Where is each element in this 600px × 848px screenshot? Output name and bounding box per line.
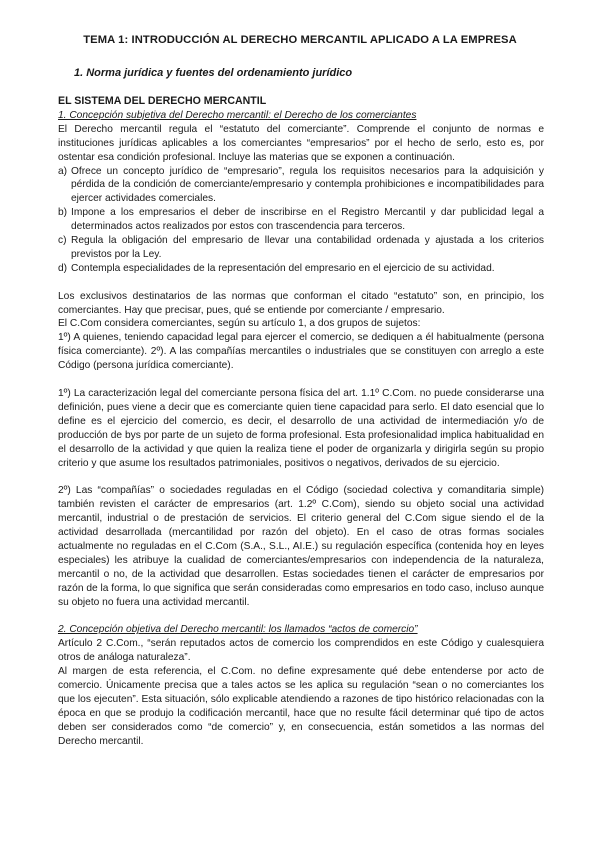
paragraph-grupos: 1º) A quienes, teniendo capacidad legal para ejercer el comercio, se dediquen a él habitualmente (persona física comerciante). 2º). A las compañías mercantiles o industriales que se constituyen con arreglo a este Código (persona jurídica comerciante). <box>58 332 544 372</box>
section-subtitle: 1. Norma jurídica y fuentes del ordenamiento jurídico <box>74 67 353 79</box>
spacer <box>58 609 544 623</box>
list-marker: b) <box>58 207 68 219</box>
subsection-heading-subjective: 1. Concepción subjetiva del Derecho mercantil: el Derecho de los comerciantes <box>58 109 417 121</box>
section-heading: EL SISTEMA DEL DERECHO MERCANTIL <box>58 95 267 107</box>
paragraph-persona-fisica: 1º) La caracterización legal del comerciante persona física del art. 1.1º C.Com. no puede considerarse una definición, pues viene a decir que es comerciante quien tiene capacidad para serlo. El dato esencial que lo define es el ejercicio del comercio, es decir, el desarrollo de una actividad de intermediación y/o de producción de bys por parte de un sujeto de forma profesional. Esta profesionalidad implica habitualidad en el desarrollo de la actividad y que quien la realiza tiene el poder de organizarla y dirigirla según su propio criterio y que asume los resultados patrimoniales, positivos o negativos, derivados de su ejercicio. <box>58 388 544 469</box>
list-item-text: Contempla especialidades de la representación del empresario en el ejercicio de su actividad. <box>71 262 495 274</box>
list-marker: a) <box>58 165 68 177</box>
paragraph-articulo-2: Artículo 2 C.Com., “serán reputados actos de comercio los comprendidos en este Código y cualesquiera otros de análoga naturaleza”. <box>58 638 544 664</box>
document-title: TEMA 1: INTRODUCCIÓN AL DERECHO MERCANTIL APLICADO A LA EMPRESA <box>83 34 517 46</box>
list-item-text: Regula la obligación del empresario de llevar una contabilidad ordenada y ajustada a los criterios previstos por la Ley. <box>71 235 544 260</box>
list-item-text: Ofrece un concepto jurídico de “empresario”, regula los requisitos necesarios para la adquisición y pérdida de la condición de comerciante/empresario y contempla prohibiciones e incompatibilidades para ejercer actividades comerciales. <box>71 165 544 205</box>
document-body <box>58 95 544 749</box>
paragraph-margen: Al margen de esta referencia, el C.Com. no define expresamente qué debe entenderse por acto de comercio. Únicamente precisa que a tales actos se les aplica su regulación “sean o no comerciantes los que los ejecuten”. Esta situación, sólo explicable atendiendo a razones de tipo histórico relacionadas con la época en que se produjo la codificación mercantil, hace que no resulte fácil determinar qué tipo de actos deben ser considerados como “de comercio” y, en consecuencia, están sometidos a las normas del Derecho mercantil. <box>58 666 544 747</box>
spacer <box>58 470 544 484</box>
list-item <box>58 165 544 207</box>
paragraph-destinatarios: Los exclusivos destinatarios de las normas que conforman el citado “estatuto” son, en principio, los comerciantes. Hay que precisar, pues, qué se entiende por comerciante / empresario. <box>58 290 544 316</box>
matters-list <box>58 165 544 276</box>
spacer <box>58 373 544 387</box>
list-item <box>58 206 544 234</box>
list-item <box>58 234 544 262</box>
subsection-heading-objective: 2. Concepción objetiva del Derecho mercantil: los llamados “actos de comercio” <box>58 624 418 636</box>
spacer <box>58 276 544 290</box>
paragraph-ccom: El C.Com considera comerciantes, según su artículo 1, a dos grupos de sujetos: <box>58 318 421 330</box>
list-marker: d) <box>58 262 68 274</box>
list-item-text: Impone a los empresarios el deber de inscribirse en el Registro Mercantil y dar publicidad legal a determinados actos realizados por estos con trascendencia para terceros. <box>71 207 544 233</box>
list-item <box>58 262 544 276</box>
paragraph-companias: 2º) Las “compañías” o sociedades reguladas en el Código (sociedad colectiva y comanditaria simple) también revisten el carácter de empresarios (art. 1.2º C.Com), siendo su objeto social una actividad mercantil, industrial o de prestación de servicios. El criterio general del C.Com sigue siendo el de la actividad desarrollada (mercantilidad por razón del objeto). En el caso de otras formas sociales actualmente no reguladas en el C.Com (S.A., S.L., AI.E.) su regulación específica (contenida hoy en leyes especiales) les atribuye la cualidad de comerciantes/empresarios con independencia de la naturaleza, mercantil o no, de la actividad que desarrollen. Estas sociedades tienen el carácter de empresarios por razón de la forma, lo que significa que serán consideradas como empresarios en todo caso, incluso aunque su objeto no fuera una actividad mercantil. <box>58 485 544 608</box>
intro-paragraph: El Derecho mercantil regula el “estatuto del comerciante”. Comprende el conjunto de normas e instituciones jurídicas aplicables a los comerciantes “empresarios” por el hecho de serlo, esto es, por ostentar esa condición profesional. Incluye las materias que se exponen a continuación. <box>58 123 544 163</box>
list-marker: c) <box>58 235 67 247</box>
